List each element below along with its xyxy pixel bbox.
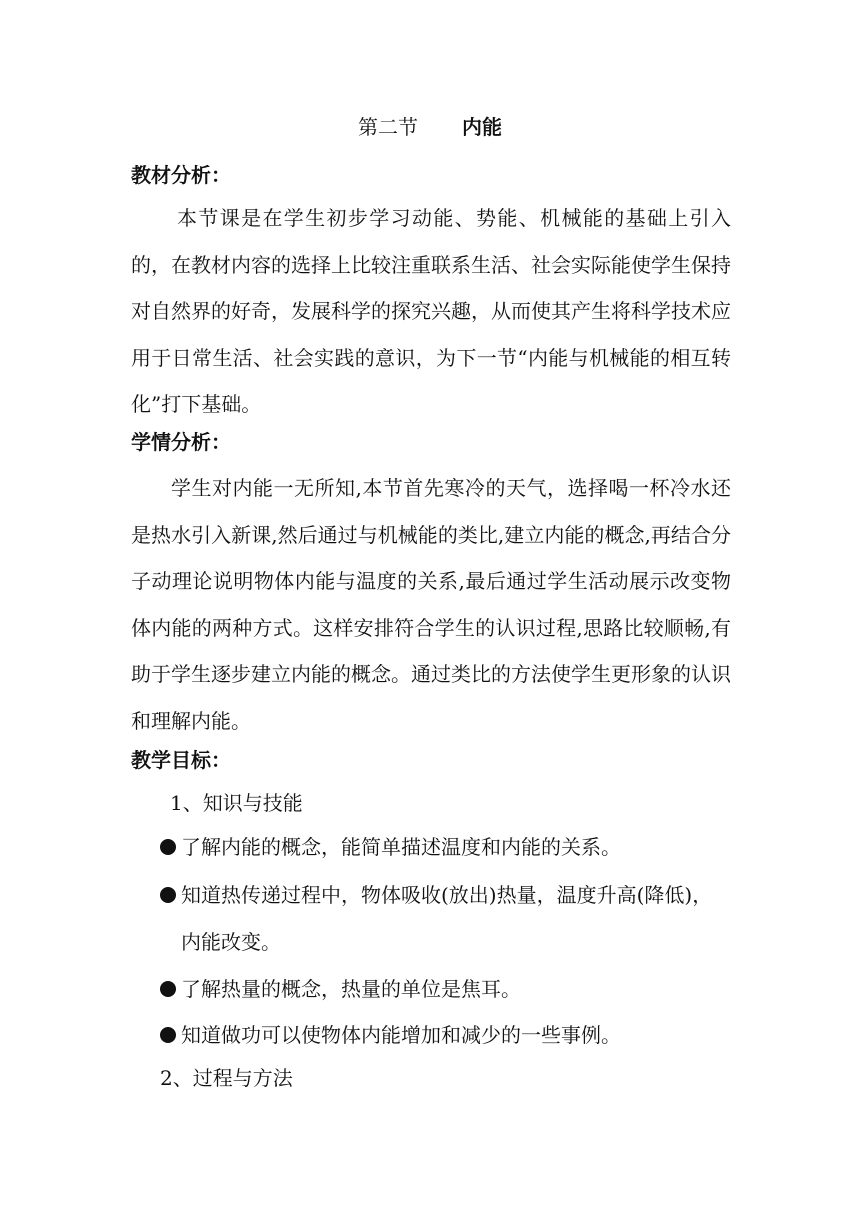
section-number: 第二节 (358, 115, 418, 139)
knowledge-skills-subheading: 1、知识与技能 (170, 791, 303, 815)
bullet-icon (160, 839, 176, 855)
process-methods-subheading: 2、过程与方法 (160, 1066, 293, 1090)
goal-bullet-text: 了解内能的概念，能简单描述温度和内能的关系。 (181, 835, 621, 859)
material-analysis-paragraph: 本节课是在学生初步学习动能、势能、机械能的基础上引入的，在教材内容的选择上比较注重联系生活、社会实际能使学生保持对自然界的好奇，发展科学的探究兴趣，从而使其产生将科学技术应用于日常生活、社会实践的意识，为下一节“内能与机械能的相互转化”打下基础。 (131, 206, 731, 416)
goal-bullet-item (160, 1012, 740, 1059)
bullet-icon (160, 887, 176, 903)
goal-bullet-continuation: 内能改变。 (181, 929, 281, 954)
goal-bullet-item (160, 824, 740, 871)
page-title (0, 112, 860, 142)
bullet-icon (160, 981, 176, 997)
goal-bullet-text: 知道热传递过程中，物体吸收(放出)热量，温度升高(降低)， (181, 883, 713, 907)
learner-analysis-heading: 学情分析： (131, 430, 231, 454)
goal-bullet-item (160, 872, 740, 965)
bullet-icon (160, 1027, 176, 1043)
learner-analysis-paragraph: 学生对内能一无所知,本节首先寒冷的天气，选择喝一杯冷水还是热水引入新课,然后通过与机械能的类比,建立内能的概念,再结合分子动理论说明物体内能与温度的关系,最后通过学生活动展示改变物体内能的两种方式。这样安排符合学生的认识过程,思路比较顺畅,有助于学生逐步建立内能的概念。通过类比的方法使学生更形象的认识和理解内能。 (131, 476, 731, 733)
teaching-goals-heading: 教学目标： (131, 748, 231, 772)
lesson-name: 内能 (462, 115, 502, 139)
material-analysis-heading: 教材分析： (131, 163, 231, 187)
goal-bullet-text: 知道做功可以使物体内能增加和减少的一些事例。 (181, 1023, 621, 1047)
goal-bullet-text: 了解热量的概念，热量的单位是焦耳。 (181, 977, 521, 1001)
goal-bullet-item (160, 966, 740, 1013)
